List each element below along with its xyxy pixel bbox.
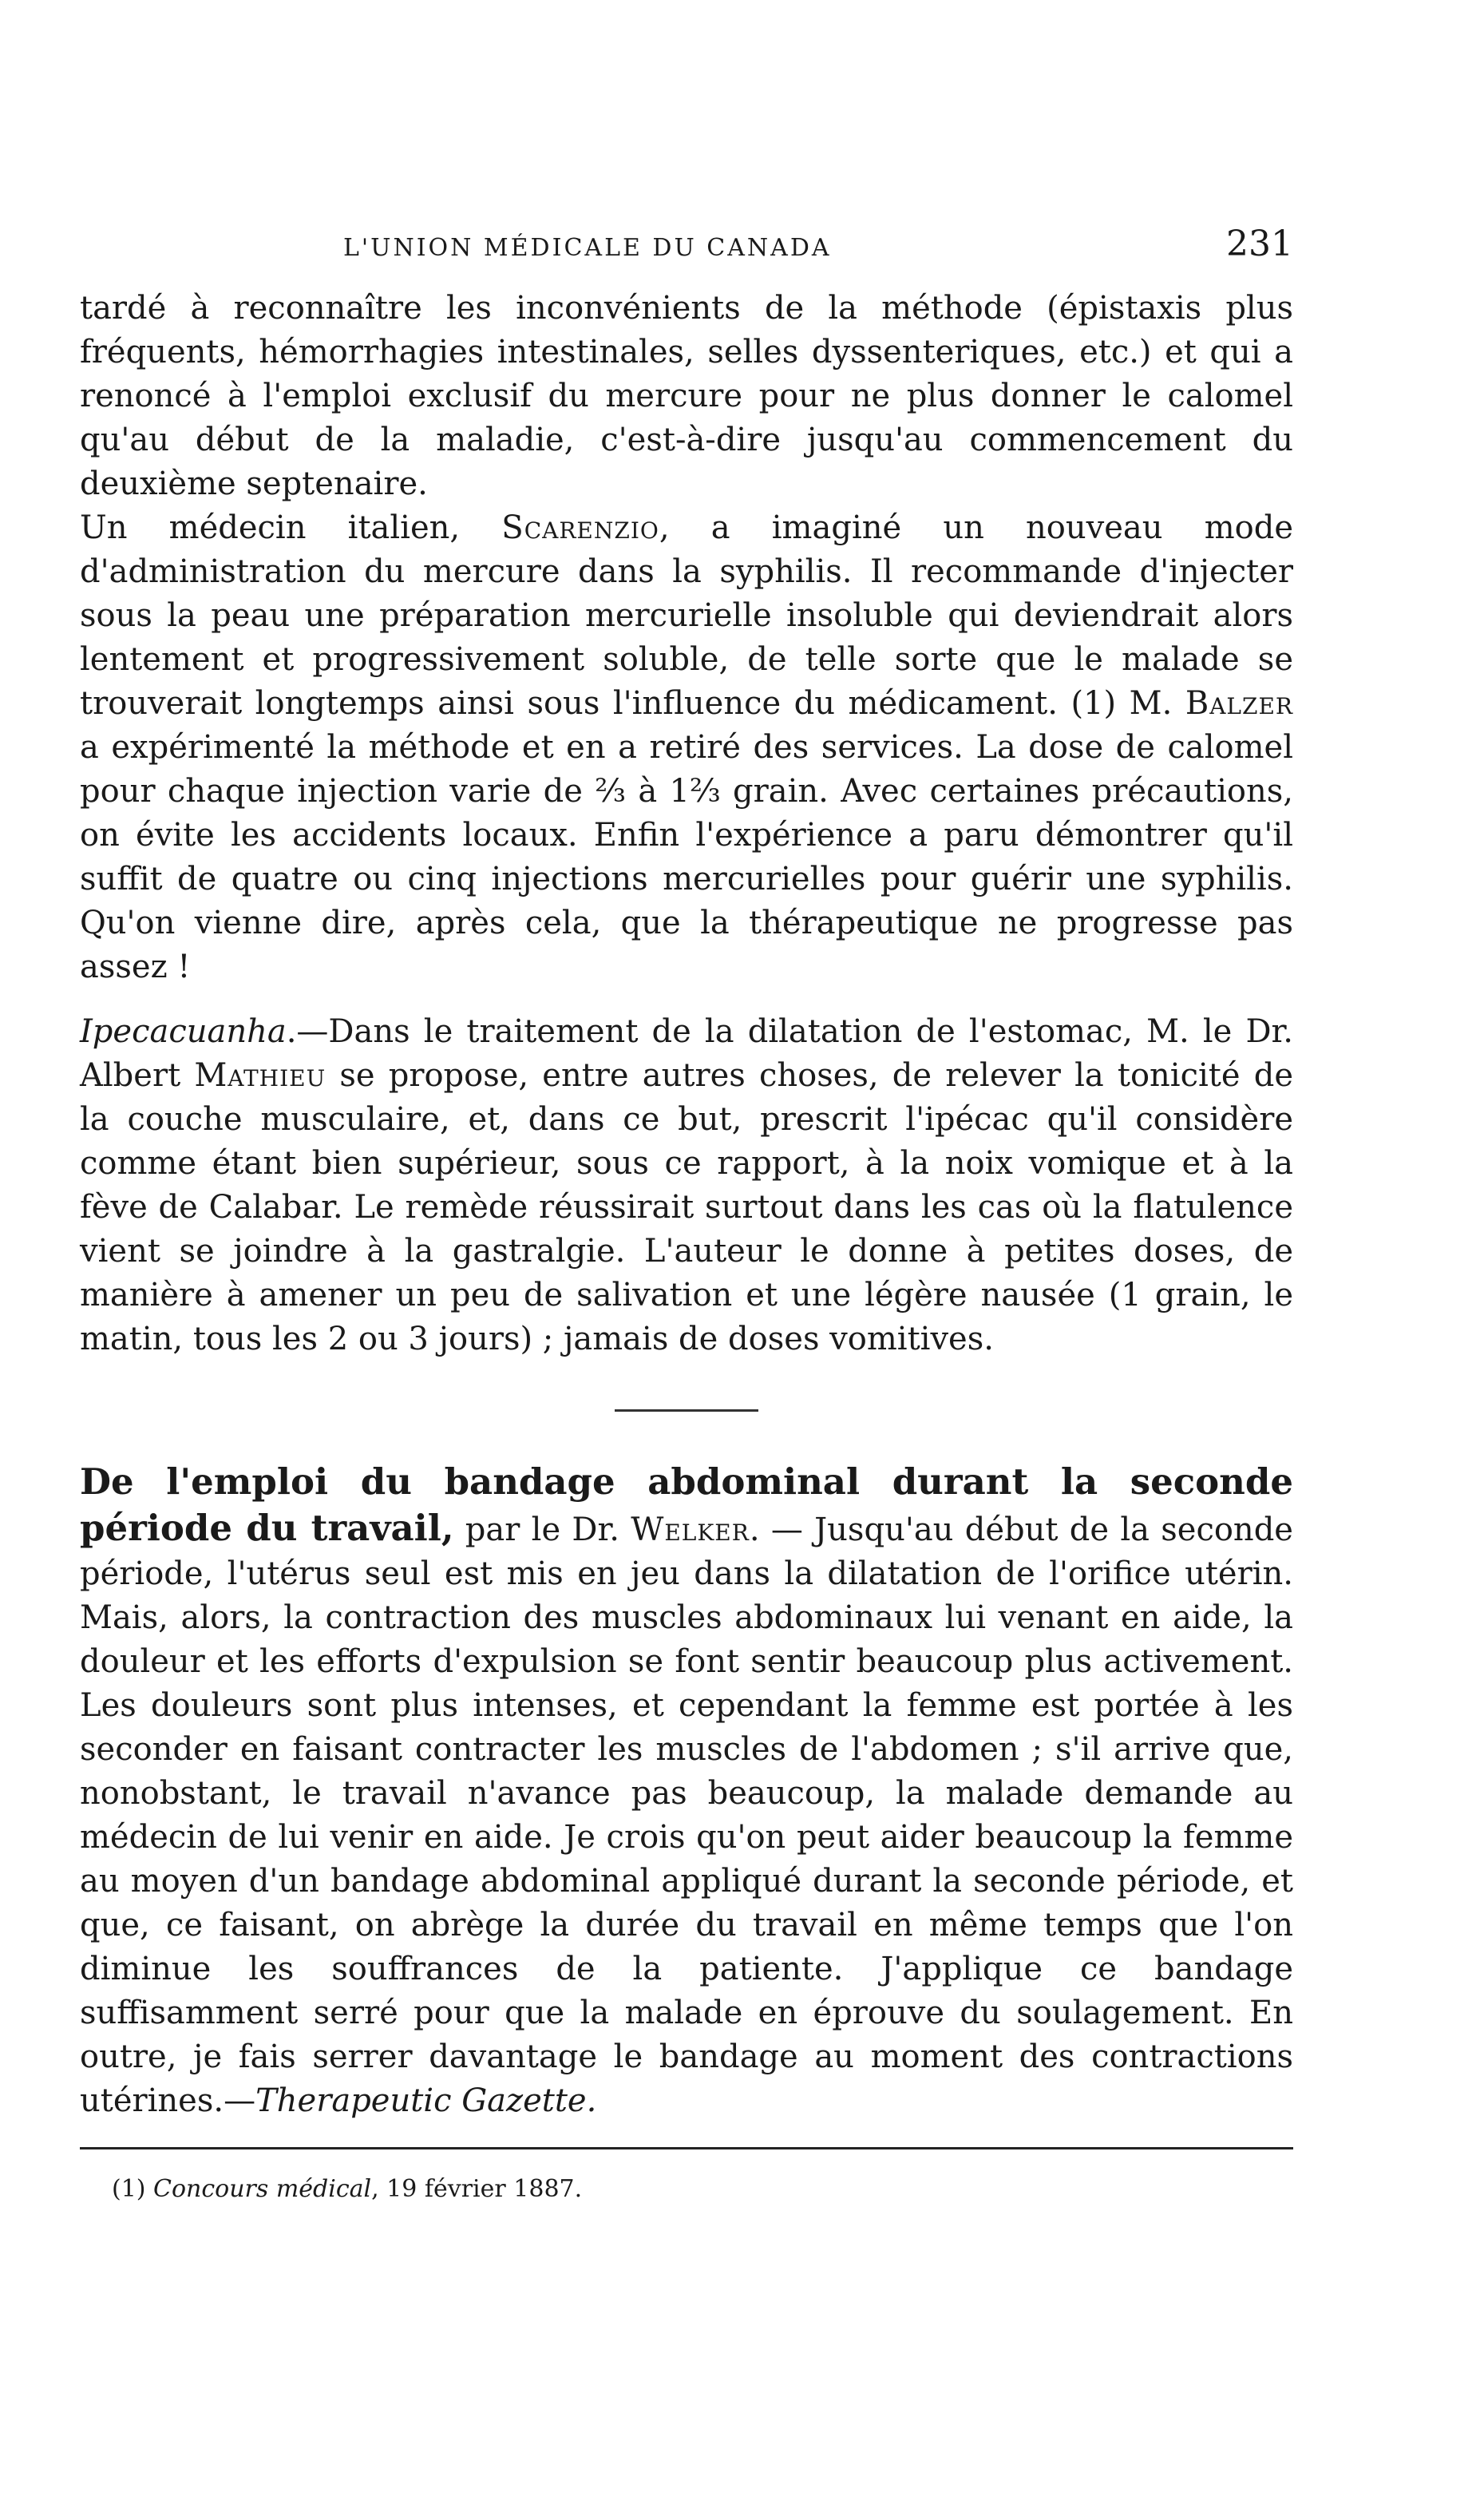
footnote-date: , 19 février 1887. [371,2175,583,2203]
author-name-balzer: Balzer [1185,685,1293,722]
text-segment: se propose, entre autres choses, de relever la tonicité de la couche musculaire, et, dans ce but, prescrit l'ipécac qu'il considère comme étant bien supérieur, sous ce rapport, à la noix vomique et à la fève de Calabar. Le remède réussirait surtout dans les cas où la flatulence vient se joindre à la gastralgie. L'auteur le donne à petites doses, de manière à amener un peu de salivation et une légère nausée (1 grain, le matin, tous les 2 ou 3 jours) ; jamais de doses vomitives. [80,1057,1293,1357]
running-head: L'UNION MÉDICALE DU CANADA [343,234,832,262]
footnote-source: Concours médical [153,2175,372,2203]
author-name-mathieu: Mathieu [194,1057,326,1094]
author-name-scarenzio: Scarenzio [501,509,659,546]
author-name-welker: Welker [631,1512,750,1548]
footnote [112,2173,1293,2205]
article-title: De l'emploi du bandage abdominal durant la seconde période du travail, [80,1460,1293,1549]
footnote-rule [80,2147,1293,2149]
page [80,224,1293,2205]
page-header [80,224,1293,264]
page-number: 231 [1226,224,1293,264]
paragraph-calomel: tardé à reconnaître les inconvénients de la méthode (épistaxis plus fréquents, hémorrhagies intestinales, selles dyssenteriques, etc.) et qui a renoncé à l'emploi exclusif du mercure pour ne plus donner le calomel qu'au début de la maladie, c'est-à-dire jusqu'au commencement du deuxième septenaire. [80,290,1293,502]
footnote-mark: (1) [112,2175,154,2203]
source-citation: Therapeutic Gazette. [255,2082,597,2119]
paragraph-scarenzio [80,506,1293,989]
section-divider [615,1409,758,1412]
paragraph-bandage [80,1460,1293,2123]
paragraph-ipecacuanha [80,1010,1293,1361]
text-segment: . — Jusqu'au début de la seconde période, l'utérus seul est mis en jeu dans la dilatation de l'orifice utérin. Mais, alors, la contraction des muscles abdominaux lui venant en aide, la douleur et les efforts d'expulsion se font sentir beaucoup plus activement. Les douleurs sont plus intenses, et cependant la femme est portée à les seconder en faisant contracter les muscles de l'abdomen ; s'il arrive que, nonobstant, le travail n'avance pas beaucoup, la malade demande au médecin de lui venir en aide. Je crois qu'on peut aider beaucoup la femme au moyen d'un bandage abdominal appliqué durant la seconde période, et que, ce faisant, on abrège la durée du travail en même temps que l'on diminue les souffrances de la patiente. J'applique ce bandage suffisamment serré pour que la malade en éprouve du soulagement. En outre, je fais serrer davantage le bandage au moment des contractions utérines.— [80,1512,1293,2119]
text-segment: a expérimenté la méthode et en a retiré des services. La dose de calomel pour chaque injection varie de ⅔ à 1⅔ grain. Avec certaines précautions, on évite les accidents locaux. Enfin l'expérience a paru démontrer qu'il suffit de quatre ou cinq injections mercurielles pour guérir une syphilis. Qu'on vienne dire, après cela, que la thérapeutique ne progresse pas assez ! [80,729,1293,985]
text-segment: par le Dr. [453,1512,631,1548]
text-segment: , a imaginé un nouveau mode d'administration du mercure dans la syphilis. Il recommande d'injecter sous la peau une préparation mercurielle insoluble qui deviendrait alors lentement et progressivement soluble, de telle sorte que le malade se trouverait longtemps ainsi sous l'influence du médicament. (1) M. [80,509,1293,722]
text-segment: Un médecin italien, [80,509,502,546]
section-lead-ipecacuanha: Ipecacuanha [80,1013,287,1050]
text-segment: .—Dans le traitement de la dilatation de l'estomac, M. le Dr. Albert [80,1013,1293,1094]
